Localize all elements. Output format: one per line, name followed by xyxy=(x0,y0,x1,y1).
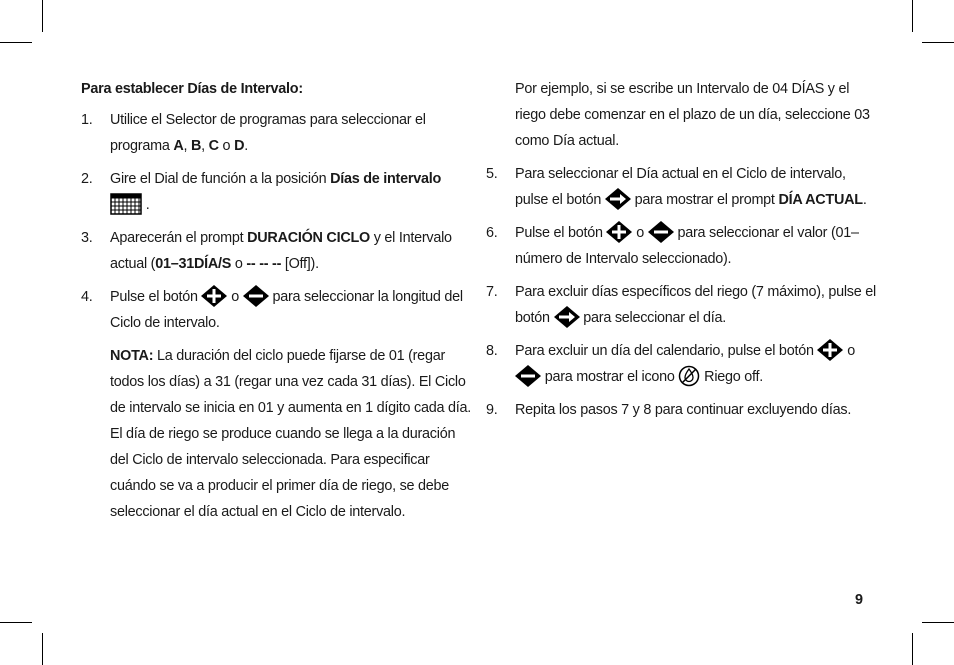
step-4: 4. Pulse el botón o para seleccionar la longitud del Ciclo de intervalo. xyxy=(81,284,471,336)
step-9: 9. Repita los pasos 7 y 8 para continuar excluyendo días. xyxy=(486,397,876,423)
step-number: 4. xyxy=(81,289,93,305)
crop-mark xyxy=(0,622,32,623)
page-number: 9 xyxy=(855,592,864,608)
crop-mark xyxy=(912,0,913,32)
step-7: 7. Para excluir días específicos del riego (7 máximo), pulse el botón para seleccionar el día. xyxy=(486,279,876,331)
step-number: 5. xyxy=(486,166,498,182)
plus-button-icon xyxy=(817,339,843,361)
minus-button-icon xyxy=(243,285,269,307)
step-1: 1. Utilice el Selector de programas para seleccionar el programa A, B, C o D. xyxy=(81,107,471,159)
crop-mark xyxy=(922,622,954,623)
left-column xyxy=(81,76,471,532)
interval-days-dial-icon xyxy=(110,193,142,215)
crop-mark xyxy=(912,633,913,665)
step-number: 1. xyxy=(81,112,93,128)
right-arrow-button-icon xyxy=(605,188,631,210)
step-8: 8. Para excluir un día del calendario, pulse el botón o para mostrar el icono Riego off. xyxy=(486,338,876,390)
rain-off-icon xyxy=(678,365,700,387)
section-heading: Para establecer Días de Intervalo: xyxy=(81,81,303,97)
step-6: 6. Pulse el botón o para seleccionar el valor (01–número de Intervalo seleccionado). xyxy=(486,220,876,272)
step-number: 2. xyxy=(81,171,93,187)
plus-button-icon xyxy=(201,285,227,307)
plus-button-icon xyxy=(606,221,632,243)
crop-mark xyxy=(0,42,32,43)
step-number: 6. xyxy=(486,225,498,241)
crop-mark xyxy=(922,42,954,43)
step-number: 8. xyxy=(486,343,498,359)
right-arrow-button-icon xyxy=(554,306,580,328)
minus-button-icon xyxy=(515,365,541,387)
crop-mark xyxy=(42,0,43,32)
step-5: 5. Para seleccionar el Día actual en el Ciclo de intervalo, pulse el botón para mostrar el prompt DÍA ACTUAL. xyxy=(486,161,876,213)
minus-button-icon xyxy=(648,221,674,243)
note-paragraph: NOTA: La duración del ciclo puede fijarse de 01 (regar todos los días) a 31 (regar una vez cada 31 días). El Ciclo de intervalo se inicia en 01 y aumenta en 1 dígito cada día. El día de riego se produce cuando se llega a la duración del Ciclo de intervalo seleccionada. Para especificar cuándo se va a producir el primer día de riego, se debe seleccionar el día actual en el Ciclo de intervalo. xyxy=(110,348,472,520)
continuation-paragraph: Por ejemplo, si se escribe un Intervalo de 04 DÍAS y el riego debe comenzar en el plazo de un día, seleccione 03 como Día actual. xyxy=(515,81,870,149)
step-number: 3. xyxy=(81,230,93,246)
step-number: 7. xyxy=(486,284,498,300)
step-2: 2. Gire el Dial de función a la posición Días de intervalo . xyxy=(81,166,471,218)
crop-mark xyxy=(42,633,43,665)
step-3: 3. Aparecerán el prompt DURACIÓN CICLO y el Intervalo actual (01–31DÍA/S o -- -- -- [Off]). xyxy=(81,225,471,277)
step-number: 9. xyxy=(486,402,498,418)
right-column xyxy=(486,76,876,430)
